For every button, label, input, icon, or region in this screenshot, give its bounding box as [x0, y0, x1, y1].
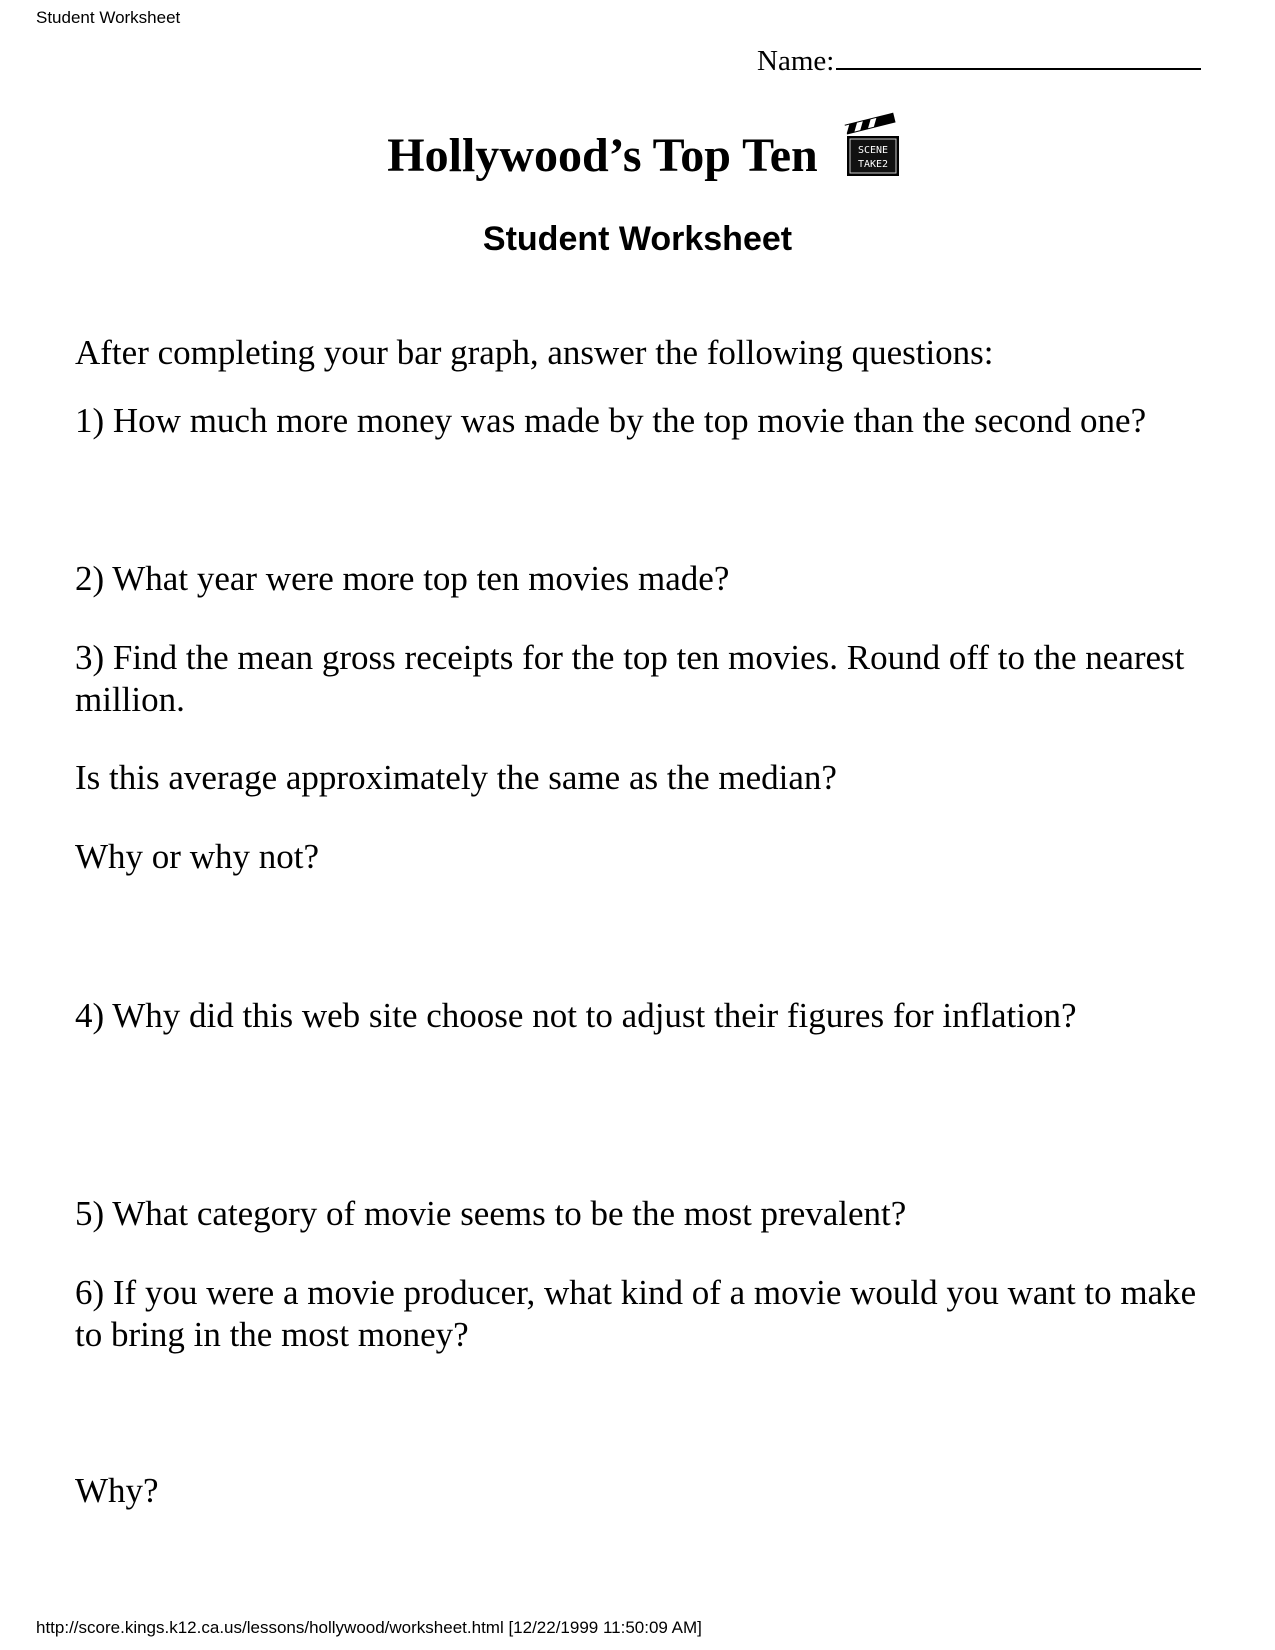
question-5: 5) What category of movie seems to be the most prevalent?: [75, 1194, 907, 1233]
name-field[interactable]: [757, 42, 1201, 78]
name-label: Name:: [757, 45, 835, 77]
question-2: 2) What year were more top ten movies made?: [75, 559, 730, 598]
worksheet-title-text: Hollywood’s Top Ten: [387, 129, 818, 182]
question-6: 6) If you were a movie producer, what kind of a movie would you want to make to bring in the most money?: [75, 1273, 1197, 1354]
question-3-followup-why: Why or why not?: [75, 837, 319, 876]
question-3: 3) Find the mean gross receipts for the top ten movies. Round off to the nearest million.: [75, 638, 1185, 719]
name-blank-line[interactable]: [836, 42, 1201, 70]
worksheet-subtitle: Student Worksheet: [482, 220, 793, 258]
clapper-text-line2: TAKE2: [857, 159, 889, 170]
clapperboard-icon: [843, 112, 903, 180]
question-3-followup-median: Is this average approximately the same as the median?: [75, 758, 837, 797]
worksheet-title: [0, 128, 1275, 183]
clapper-text-line1: SCENE: [857, 145, 889, 156]
question-1: 1) How much more money was made by the top movie than the second one?: [75, 401, 1147, 440]
footer-source-url: http://score.kings.k12.ca.us/lessons/hollywood/worksheet.html [12/22/1999 11:50:09 AM]: [36, 1618, 702, 1637]
question-6-followup-why: Why?: [75, 1471, 159, 1510]
intro-text: After completing your bar graph, answer the following questions:: [75, 333, 994, 372]
question-4: 4) Why did this web site choose not to adjust their figures for inflation?: [75, 996, 1077, 1035]
page-header-title: Student Worksheet: [36, 8, 181, 27]
